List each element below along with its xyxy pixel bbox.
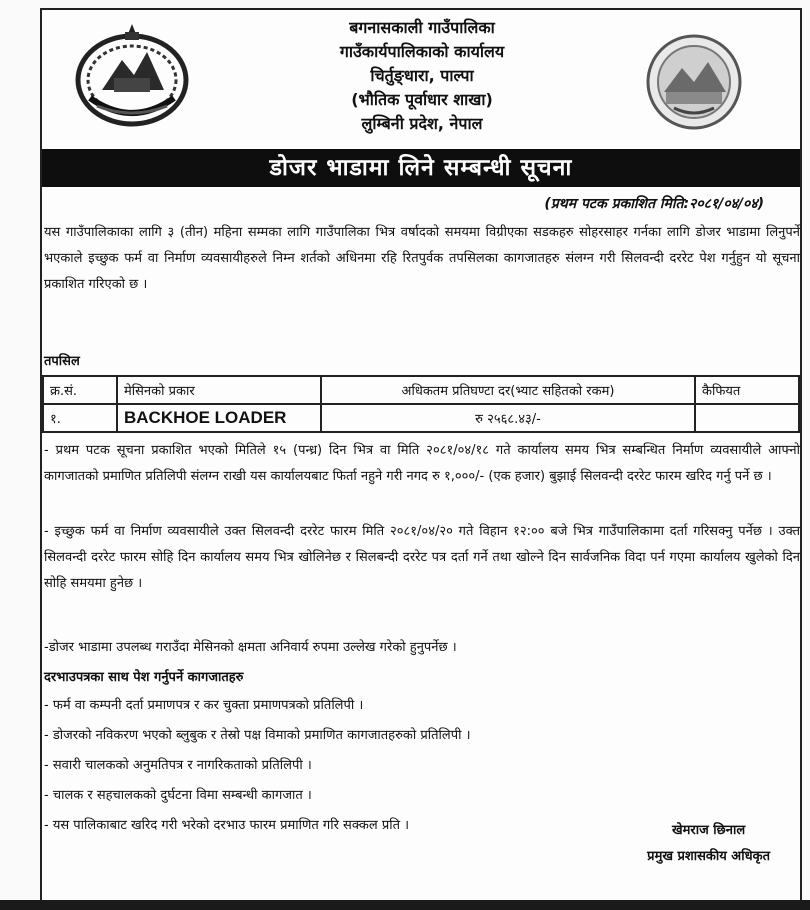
nepal-government-emblem-icon: [72, 20, 192, 130]
published-date: (प्रथम पटक प्रकाशित मिति:२०८१/०४/०४): [544, 196, 764, 212]
table-cell-rate: रु २५६८.४३/-: [321, 404, 695, 432]
signatory-designation: प्रमुख प्रशासकीय अधिकृत: [647, 849, 770, 864]
municipality-logo-icon: [644, 32, 744, 132]
section-name: (भौतिक पूर्वाधार शाखा): [351, 90, 493, 109]
notice-title: डोजर भाडामा लिने सम्बन्धी सूचना: [42, 149, 800, 187]
province-country: लुम्बिनी प्रदेश, नेपाल: [361, 114, 483, 133]
schedule-label: तपसिल: [44, 354, 80, 369]
list-item: - फर्म वा कम्पनी दर्ता प्रमाणपत्र र कर चुक्ता प्रमाणपत्रको प्रतिलिपी ।: [44, 698, 364, 713]
list-item: - डोजरको नविकरण भएको ब्लुबुक र तेस्रो पक्ष विमाको प्रमाणित कागजातहरुको प्रतिलिपी ।: [44, 728, 471, 743]
scan-bottom-band: [0, 900, 810, 910]
intro-paragraph: यस गाउँपालिकाका लागि ३ (तीन) महिना सम्मका लागि गाउँपालिका भित्र वर्षादको समयमा विग्रीएका सडकहरु सोहरसाहर गर्नका लागि डोजर भाडामा लिनुपर्ने भएकाले इच्छुक फर्म वा निर्माण व्यवसायीहरुले निम्न शर्तको अधिनमा रहि रितपुर्वक तपसिलका कागजातहरु संलग्न गरी सिलवन्दी दररेट पेश गर्नुहुन यो सूचना प्रकाशित गरिएको छ ।: [44, 225, 800, 292]
notice-header: [42, 10, 800, 148]
condition-1: - प्रथम पटक सूचना प्रकाशित भएको मितिले १५ (पन्ध्र) दिन भित्र वा मिति २०८१/०४/१८ गते कार्यालय समय भित्र सम्बन्धित निर्माण व्यवसायीले आफ्नो कागजातको प्रमाणित प्रतिलिपी संलग्न राखी यस कार्यालयबाट फिर्ता नहुने गरी नगद रु १,०००/- (एक हजार) बुझाई सिलवन्दी दररेट फारम खरिद गर्नु पर्ने छ ।: [44, 443, 800, 484]
signature-block: [647, 818, 770, 870]
condition-2: - इच्छुक फर्म वा निर्माण व्यवसायीले उक्त सिलवन्दी दररेट फारम मिति २०८१/०४/२० गते विहान १२:०० बजे भित्र गाउँपालिकामा दर्ता गरिसक्नु पर्नेछ । उक्त सिलवन्दी दररेट फारम सोहि दिन कार्यालय समय भित्र खोलिनेछ र सिलबन्दी दररेट पत्र दर्ता गर्ने तथा खोल्ने दिन सार्वजनिक विदा पर्न गएमा कार्यालय खुलेको दिन सोहि समयमा हुनेछ ।: [44, 524, 800, 591]
table-header-row: [43, 376, 799, 404]
office-location: चिर्तुङ्धारा, पाल्पा: [370, 66, 474, 85]
notice-frame: [40, 8, 802, 903]
table-row: [43, 404, 799, 432]
office-address-block: [242, 16, 602, 136]
table-cell-sn: १.: [43, 404, 117, 432]
table-cell-remarks: [695, 404, 799, 432]
table-header-remarks: कैफियत: [695, 376, 799, 404]
table-header-rate: अधिकतम प्रतिघण्टा दर(भ्याट सहितको रकम): [321, 376, 695, 404]
rate-table: [42, 375, 800, 433]
requirements-heading: दरभाउपत्रका साथ पेश गर्नुपर्ने कागजातहरु: [44, 670, 244, 685]
list-item: - चालक र सहचालकको दुर्घटना विमा सम्बन्धी कागजात ।: [44, 788, 312, 803]
signatory-name: खेमराज छिनाल: [672, 823, 746, 838]
condition-3: -डोजर भाडामा उपलब्ध गराउँदा मेसिनको क्षमता अनिवार्य रुपमा उल्लेख गरेको हुनुपर्नेछ ।: [44, 640, 457, 655]
municipality-name: बगनासकाली गाउँपालिका: [349, 18, 495, 37]
office-name: गाउँकार्यपालिकाको कार्यालय: [339, 42, 505, 61]
list-item: - सवारी चालकको अनुमतिपत्र र नागरिकताको प्रतिलिपी ।: [44, 758, 312, 773]
table-header-sn: क्र.सं.: [43, 376, 117, 404]
table-header-machine: मेसिनको प्रकार: [117, 376, 321, 404]
table-cell-machine: BACKHOE LOADER: [117, 404, 321, 432]
list-item: - यस पालिकाबाट खरिद गरी भरेको दरभाउ फारम प्रमाणित गरि सक्कल प्रति ।: [44, 818, 410, 833]
